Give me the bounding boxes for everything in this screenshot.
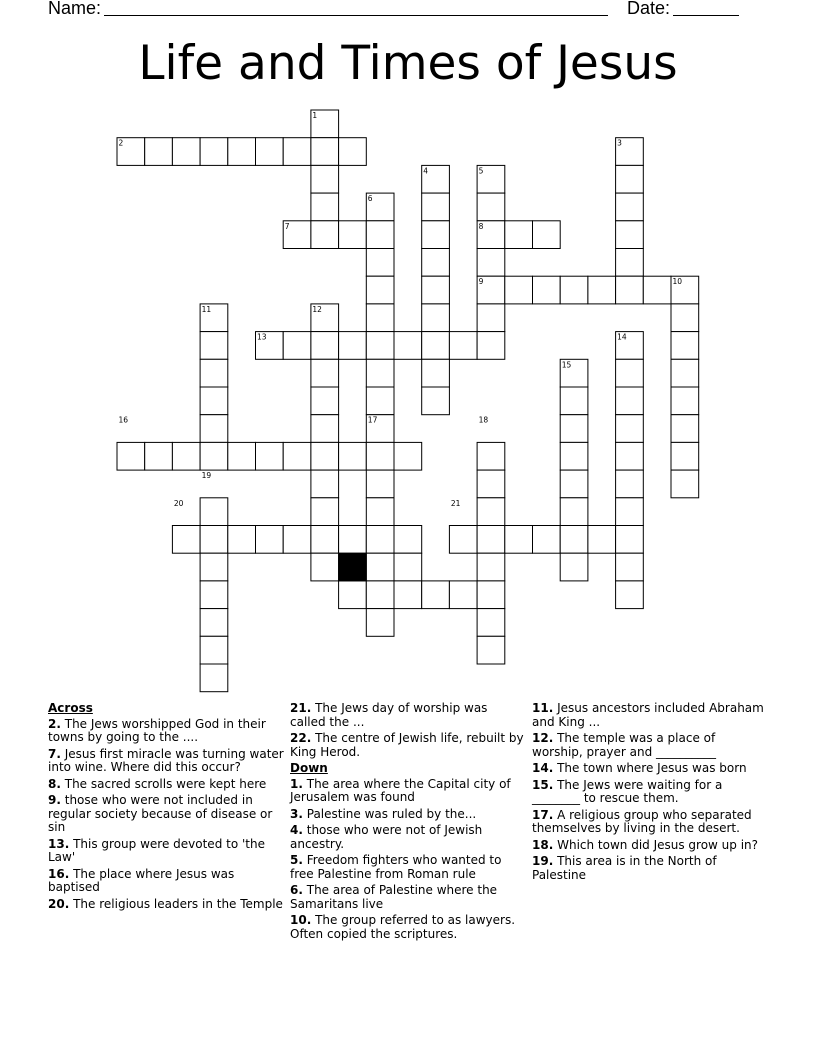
clue-number: 1. bbox=[290, 776, 303, 791]
clue-number: 14. bbox=[532, 761, 554, 775]
clue-number: 11. bbox=[532, 701, 554, 715]
clue-text: those who were not included in regular society because of disease or sin bbox=[48, 793, 273, 834]
grid-cell[interactable] bbox=[477, 304, 505, 332]
clue-item bbox=[48, 778, 284, 792]
grid-cell[interactable] bbox=[339, 221, 367, 249]
clue-number: 5. bbox=[290, 853, 303, 867]
grid-cell[interactable] bbox=[200, 581, 228, 609]
grid-cell[interactable] bbox=[311, 553, 339, 581]
grid-cell[interactable] bbox=[477, 470, 505, 498]
grid-cell[interactable] bbox=[616, 581, 644, 609]
clue-item bbox=[48, 868, 284, 895]
cell-number: 9 bbox=[478, 277, 484, 287]
cell-number: 11 bbox=[201, 304, 212, 314]
grid-cell[interactable] bbox=[616, 249, 644, 277]
cell-number: 16 bbox=[118, 415, 129, 425]
grid-cell[interactable] bbox=[311, 415, 339, 443]
cell-number: 4 bbox=[423, 166, 428, 176]
cell-number: 14 bbox=[617, 332, 627, 342]
grid-cell[interactable] bbox=[366, 609, 394, 637]
clue-item bbox=[290, 854, 526, 881]
clues-column-3 bbox=[532, 702, 768, 885]
grid-cell[interactable] bbox=[477, 581, 505, 609]
clue-text: The Jews day of worship was called the ... bbox=[290, 701, 488, 729]
grid-cell[interactable] bbox=[422, 249, 450, 277]
clue-item bbox=[290, 824, 526, 851]
grid-cell[interactable] bbox=[422, 359, 450, 387]
grid-cell[interactable] bbox=[616, 442, 644, 470]
grid-cell[interactable] bbox=[283, 526, 311, 554]
cell-number: 2 bbox=[118, 138, 124, 148]
grid-cell[interactable] bbox=[477, 442, 505, 470]
grid-cell[interactable] bbox=[616, 498, 644, 526]
clue-item bbox=[290, 884, 526, 911]
clue-item bbox=[290, 702, 526, 729]
clues-column-1 bbox=[48, 702, 284, 914]
grid-cell[interactable] bbox=[200, 415, 228, 443]
clue-number: 18. bbox=[532, 837, 554, 852]
grid-cell[interactable] bbox=[200, 526, 228, 554]
clue-item bbox=[290, 914, 526, 941]
grid-cell[interactable] bbox=[422, 387, 450, 415]
grid-cell[interactable] bbox=[560, 276, 588, 304]
clue-text: Jesus ancestors included Abraham and King ... bbox=[532, 701, 764, 729]
grid-cell[interactable] bbox=[366, 359, 394, 387]
grid-cell[interactable] bbox=[449, 526, 477, 554]
cell-number: 18 bbox=[478, 415, 489, 425]
grid-cell[interactable] bbox=[366, 553, 394, 581]
grid-cell[interactable] bbox=[311, 332, 339, 360]
grid-cell[interactable] bbox=[560, 498, 588, 526]
grid-cell[interactable] bbox=[588, 526, 616, 554]
grid-cell[interactable] bbox=[477, 553, 505, 581]
cell-number: 1 bbox=[312, 111, 318, 120]
grid-cell[interactable] bbox=[311, 498, 339, 526]
grid-cell[interactable] bbox=[172, 526, 200, 554]
clue-text: The temple was a place of worship, prayer and __________ bbox=[532, 731, 717, 759]
grid-cell[interactable] bbox=[366, 332, 394, 360]
clue-text: The religious leaders in the Temple bbox=[73, 896, 283, 911]
grid-cell[interactable] bbox=[366, 276, 394, 304]
clue-number: 17. bbox=[532, 807, 554, 822]
grid-cell[interactable] bbox=[366, 387, 394, 415]
clue-text: The centre of Jewish life, rebuilt by King Herod. bbox=[290, 731, 524, 759]
grid-cell[interactable] bbox=[616, 415, 644, 443]
grid-cell[interactable] bbox=[533, 276, 561, 304]
grid-cell[interactable] bbox=[311, 470, 339, 498]
grid-cell[interactable] bbox=[311, 359, 339, 387]
grid-cell[interactable] bbox=[477, 636, 505, 664]
grid-cell[interactable] bbox=[283, 332, 311, 360]
grid-cell[interactable] bbox=[200, 498, 228, 526]
grid-cell[interactable] bbox=[671, 470, 699, 498]
grid-cell[interactable] bbox=[339, 332, 367, 360]
grid-cell[interactable] bbox=[311, 387, 339, 415]
grid-cell[interactable] bbox=[616, 526, 644, 554]
clue-item bbox=[532, 779, 768, 806]
cell-number: 20 bbox=[173, 498, 184, 508]
clue-text: The Jews worshipped God in their towns by going to the .... bbox=[48, 716, 266, 744]
clue-text: The place where Jesus was baptised bbox=[48, 866, 235, 894]
grid-cell[interactable] bbox=[366, 470, 394, 498]
cell-number: 6 bbox=[367, 194, 373, 204]
grid-cell[interactable] bbox=[616, 470, 644, 498]
clue-item bbox=[290, 808, 526, 822]
clue-text: The group referred to as lawyers. Often copied the scriptures. bbox=[290, 913, 516, 941]
grid-cell[interactable] bbox=[311, 165, 339, 193]
grid-cell[interactable] bbox=[394, 553, 422, 581]
cell-number: 22 bbox=[340, 554, 350, 564]
grid-cell[interactable] bbox=[228, 526, 256, 554]
cell-number: 3 bbox=[617, 138, 622, 148]
down-clue-list bbox=[290, 778, 526, 942]
grid-cell[interactable] bbox=[477, 526, 505, 554]
grid-cell[interactable] bbox=[200, 664, 228, 692]
grid-cell[interactable] bbox=[671, 332, 699, 360]
grid-cell[interactable] bbox=[366, 442, 394, 470]
grid-cell[interactable] bbox=[671, 359, 699, 387]
grid-cell[interactable] bbox=[616, 359, 644, 387]
grid-cell[interactable] bbox=[477, 332, 505, 360]
grid-cell[interactable] bbox=[616, 165, 644, 193]
grid-cell[interactable] bbox=[145, 138, 173, 166]
clue-item bbox=[532, 702, 768, 729]
grid-cell[interactable] bbox=[588, 276, 616, 304]
clue-text: Palestine was ruled by the... bbox=[306, 806, 477, 821]
clue-number: 3. bbox=[290, 806, 303, 821]
grid-cell[interactable] bbox=[560, 526, 588, 554]
grid-cell[interactable] bbox=[422, 276, 450, 304]
clue-item bbox=[532, 762, 768, 776]
page-title: Life and Times of Jesus bbox=[138, 36, 678, 91]
grid-cell[interactable] bbox=[422, 193, 450, 221]
grid-cell[interactable] bbox=[671, 442, 699, 470]
cell-number: 12 bbox=[312, 304, 322, 314]
grid-cell[interactable] bbox=[671, 304, 699, 332]
grid-cell[interactable] bbox=[200, 138, 228, 166]
grid-cell[interactable] bbox=[533, 221, 561, 249]
cell-number: 10 bbox=[672, 277, 683, 287]
grid-cell[interactable] bbox=[339, 526, 367, 554]
across-clue-list-continued bbox=[290, 702, 526, 759]
grid-cell[interactable] bbox=[560, 387, 588, 415]
clue-text: This area is in the North of Palestine bbox=[532, 854, 717, 882]
clue-item bbox=[48, 898, 284, 912]
clue-item bbox=[48, 748, 284, 775]
clue-text: The area of Palestine where the Samaritans live bbox=[290, 883, 498, 911]
clue-number: 2. bbox=[48, 716, 61, 731]
clue-number: 21. bbox=[290, 701, 312, 715]
grid-cell[interactable] bbox=[283, 138, 311, 166]
grid-cell[interactable] bbox=[394, 442, 422, 470]
grid-cell[interactable] bbox=[228, 442, 256, 470]
grid-cell[interactable] bbox=[256, 526, 284, 554]
date-label: Date: bbox=[627, 0, 671, 18]
down-heading: Down bbox=[290, 761, 328, 775]
clue-item bbox=[48, 794, 284, 835]
grid-cell[interactable] bbox=[283, 442, 311, 470]
grid-cell[interactable] bbox=[422, 581, 450, 609]
clue-text: The sacred scrolls were kept here bbox=[64, 776, 267, 791]
grid-cell[interactable] bbox=[477, 609, 505, 637]
grid-cell[interactable] bbox=[477, 498, 505, 526]
grid-cell[interactable] bbox=[422, 304, 450, 332]
grid-cell[interactable] bbox=[505, 276, 533, 304]
clue-number: 13. bbox=[48, 836, 70, 851]
down-clue-list-continued bbox=[532, 702, 768, 882]
clue-number: 8. bbox=[48, 776, 61, 791]
grid-cell[interactable] bbox=[311, 138, 339, 166]
clue-text: The area where the Capital city of Jerusalem was found bbox=[290, 776, 511, 804]
cell-number: 17 bbox=[367, 415, 378, 425]
grid-cell[interactable] bbox=[366, 498, 394, 526]
grid-cell[interactable] bbox=[200, 636, 228, 664]
grid-cell[interactable] bbox=[145, 442, 173, 470]
grid-cell[interactable] bbox=[394, 526, 422, 554]
clue-text: Freedom fighters who wanted to free Palestine from Roman rule bbox=[290, 853, 502, 881]
clue-item bbox=[290, 732, 526, 759]
across-heading: Across bbox=[48, 701, 93, 715]
grid-cell[interactable] bbox=[200, 553, 228, 581]
clue-item bbox=[48, 838, 284, 865]
cell-number: 5 bbox=[478, 166, 484, 176]
clue-text: Which town did Jesus grow up in? bbox=[557, 837, 759, 852]
clue-number: 10. bbox=[290, 913, 312, 927]
clue-number: 4. bbox=[290, 823, 303, 837]
clue-number: 16. bbox=[48, 866, 70, 881]
grid-cell[interactable] bbox=[311, 221, 339, 249]
grid-cell[interactable] bbox=[560, 415, 588, 443]
clue-number: 12. bbox=[532, 731, 554, 745]
grid-cell[interactable] bbox=[311, 193, 339, 221]
name-label: Name: bbox=[48, 0, 102, 18]
clue-text: This group were devoted to 'the Law' bbox=[48, 836, 265, 864]
grid-cell[interactable] bbox=[671, 415, 699, 443]
grid-cell[interactable] bbox=[616, 221, 644, 249]
clue-number: 7. bbox=[48, 746, 61, 761]
cell-number: 15 bbox=[561, 360, 572, 370]
clue-item bbox=[48, 718, 284, 745]
grid-cell[interactable] bbox=[422, 332, 450, 360]
clue-item bbox=[532, 732, 768, 759]
clue-text: The town where Jesus was born bbox=[557, 761, 747, 775]
cell-number: 7 bbox=[284, 221, 290, 231]
grid-cell[interactable] bbox=[200, 387, 228, 415]
grid-cell[interactable] bbox=[311, 526, 339, 554]
grid-cell[interactable] bbox=[366, 526, 394, 554]
grid-cell[interactable] bbox=[477, 193, 505, 221]
grid-cell[interactable] bbox=[339, 138, 367, 166]
grid-cell[interactable] bbox=[172, 138, 200, 166]
grid-cell[interactable] bbox=[671, 387, 699, 415]
grid-cell[interactable] bbox=[560, 553, 588, 581]
grid-cell[interactable] bbox=[200, 442, 228, 470]
grid-cell[interactable] bbox=[422, 221, 450, 249]
clue-number: 6. bbox=[290, 883, 303, 897]
across-clue-list bbox=[48, 718, 284, 912]
grid-cell[interactable] bbox=[256, 138, 284, 166]
grid-cell[interactable] bbox=[256, 442, 284, 470]
grid-cell[interactable] bbox=[616, 553, 644, 581]
grid-cell[interactable] bbox=[449, 332, 477, 360]
grid-cell[interactable] bbox=[394, 332, 422, 360]
grid-cell[interactable] bbox=[200, 332, 228, 360]
grid-cell[interactable] bbox=[366, 581, 394, 609]
grid-cell[interactable] bbox=[643, 276, 671, 304]
grid-cell[interactable] bbox=[505, 221, 533, 249]
grid-cell[interactable] bbox=[172, 442, 200, 470]
cell-number: 19 bbox=[201, 471, 212, 481]
clue-number: 20. bbox=[48, 896, 70, 911]
grid-cell[interactable] bbox=[616, 193, 644, 221]
cell-number: 21 bbox=[450, 498, 461, 508]
clue-number: 15. bbox=[532, 777, 554, 792]
grid-cell[interactable] bbox=[117, 442, 145, 470]
grid-cell[interactable] bbox=[228, 138, 256, 166]
grid-cell[interactable] bbox=[200, 609, 228, 637]
clues-column-2 bbox=[290, 702, 526, 944]
clue-text: those who were not of Jewish ancestry. bbox=[290, 823, 483, 851]
grid-cell[interactable] bbox=[560, 442, 588, 470]
clue-item bbox=[532, 809, 768, 836]
grid-cell[interactable] bbox=[339, 442, 367, 470]
grid-cell[interactable] bbox=[394, 581, 422, 609]
grid-cell[interactable] bbox=[616, 276, 644, 304]
grid-cell[interactable] bbox=[366, 249, 394, 277]
clue-item bbox=[532, 839, 768, 853]
cell-number: 8 bbox=[478, 221, 484, 231]
grid-cell[interactable] bbox=[477, 249, 505, 277]
grid-cell[interactable] bbox=[311, 442, 339, 470]
grid-cell[interactable] bbox=[533, 526, 561, 554]
grid-cell[interactable] bbox=[616, 387, 644, 415]
grid-cell[interactable] bbox=[339, 581, 367, 609]
clue-number: 22. bbox=[290, 731, 312, 745]
grid-cell[interactable] bbox=[560, 470, 588, 498]
clue-text: Jesus first miracle was turning water into wine. Where did this occur? bbox=[48, 746, 284, 774]
grid-cell[interactable] bbox=[366, 304, 394, 332]
clue-number: 19. bbox=[532, 854, 554, 868]
grid-cell[interactable] bbox=[505, 526, 533, 554]
grid-cell[interactable] bbox=[366, 221, 394, 249]
clue-number: 9. bbox=[48, 793, 61, 807]
clue-item bbox=[290, 778, 526, 805]
clue-text: A religious group who separated themselves by living in the desert. bbox=[532, 807, 752, 835]
grid-cell[interactable] bbox=[449, 581, 477, 609]
clue-text: The Jews were waiting for a ________ to rescue them. bbox=[532, 777, 723, 805]
grid-cell[interactable] bbox=[200, 359, 228, 387]
cell-number: 13 bbox=[257, 332, 267, 342]
clue-item bbox=[532, 855, 768, 882]
